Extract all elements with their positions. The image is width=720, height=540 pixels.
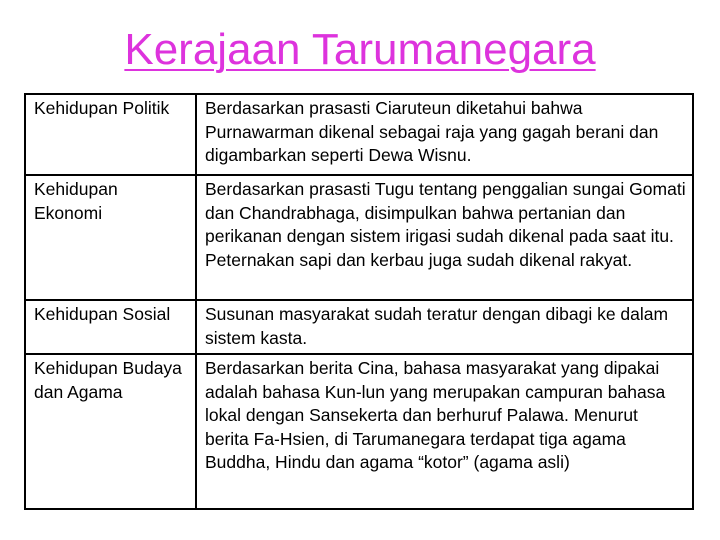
table-row-sosial: [25, 300, 693, 354]
info-table: [24, 93, 694, 510]
row-description: Berdasarkan prasasti Tugu tentang penggalian sungai Gomati dan Chandrabhaga, disimpulkan bahwa pertanian dan perikanan dengan sistem irigasi sudah dikenal pada saat itu. Peternakan sapi dan kerbau juga sudah dikenal rakyat.: [196, 175, 693, 300]
table-row-ekonomi: [25, 175, 693, 300]
row-description: Berdasarkan prasasti Ciaruteun diketahui bahwa Purnawarman dikenal sebagai raja yang gagah berani dan digambarkan seperti Dewa Wisnu.: [196, 94, 693, 175]
page-title: Kerajaan Tarumanegara: [124, 25, 596, 74]
row-description: Berdasarkan berita Cina, bahasa masyarakat yang dipakai adalah bahasa Kun-lun yang merupakan campuran bahasa lokal dengan Sansekerta dan berhuruf Palawa. Menurut berita Fa-Hsien, di Tarumanegara terdapat tiga agama Buddha, Hindu dan agama “kotor” (agama asli): [196, 354, 693, 509]
table-row-politik: [25, 94, 693, 175]
row-description: Susunan masyarakat sudah teratur dengan dibagi ke dalam sistem kasta.: [196, 300, 693, 354]
row-label: Kehidupan Ekonomi: [25, 175, 196, 300]
row-label: Kehidupan Budaya dan Agama: [25, 354, 196, 509]
table-row-budaya-agama: [25, 354, 693, 509]
row-label: Kehidupan Politik: [25, 94, 196, 175]
row-label: Kehidupan Sosial: [25, 300, 196, 354]
